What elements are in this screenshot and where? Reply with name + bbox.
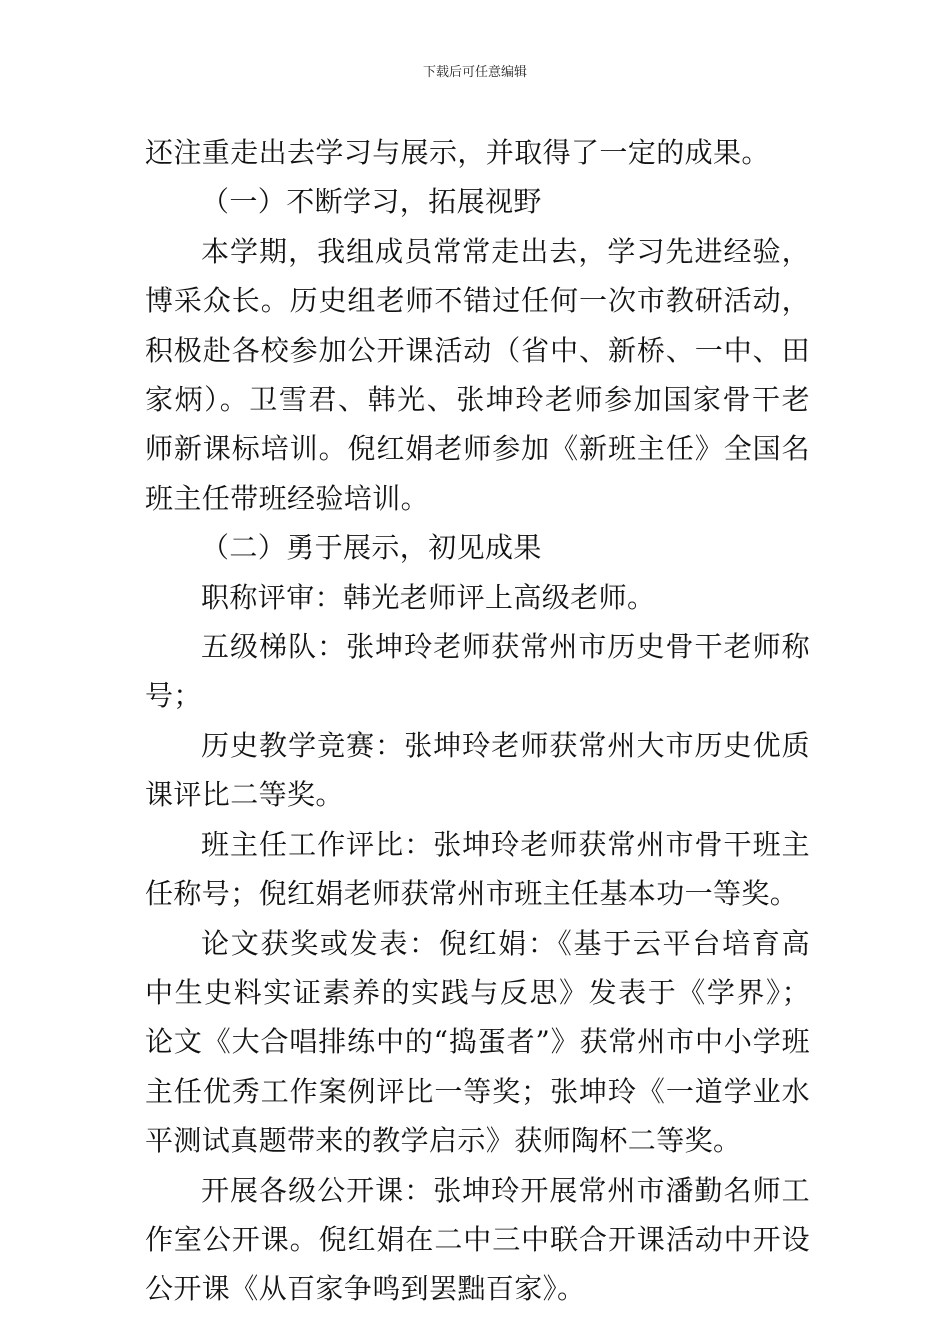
section-heading-learning: （一）不断学习，拓展视野: [201, 185, 542, 219]
paragraph-learning: 本学期，我组成员常常走出去，学习先进经验，博采众长。历史组老师不错过任何一次市教研活动，积极赴各校参加公开课活动（省中、新桥、一中、田家炳）。卫雪君、韩光、张坤玲老师参加国家骨干老师新课标培训。倪红娟老师参加《新班主任》全国名班主任带班经验培训。: [145, 234, 810, 515]
paragraph-open-classes: 开展各级公开课：张坤玲开展常州市潘勤名师工作室公开课。倪红娟在二中三中联合开课活动中开设公开课《从百家争鸣到罢黜百家》。: [145, 1173, 810, 1306]
section-heading-showcase: （二）勇于展示，初见成果: [201, 531, 542, 565]
paragraph-teaching-contest: 历史教学竞赛：张坤玲老师获常州大市历史优质课评比二等奖。: [145, 728, 810, 812]
paragraph-head-teacher-award: 班主任工作评比：张坤玲老师获常州市骨干班主任称号；倪红娟老师获常州市班主任基本功一等奖。: [145, 827, 810, 911]
paragraph-five-tier: 五级梯队：张坤玲老师获常州市历史骨干老师称号；: [145, 630, 810, 713]
paragraph-papers: 论文获奖或发表：倪红娟：《基于云平台培育高中生史料实证素养的实践与反思》发表于《学界》；论文《大合唱排练中的“捣蛋者”》获常州市中小学班主任优秀工作案例评比一等奖；张坤玲《一道学业水平测试真题带来的教学启示》获师陶杯二等奖。: [145, 926, 810, 1158]
paragraph-title-review: 职称评审：韩光老师评上高级老师。: [201, 580, 656, 614]
paragraph-continuation: 还注重走出去学习与展示，并取得了一定的成果。: [145, 136, 770, 169]
document-body: [145, 128, 810, 1314]
page-header-note: 下载后可任意编辑: [422, 65, 527, 80]
